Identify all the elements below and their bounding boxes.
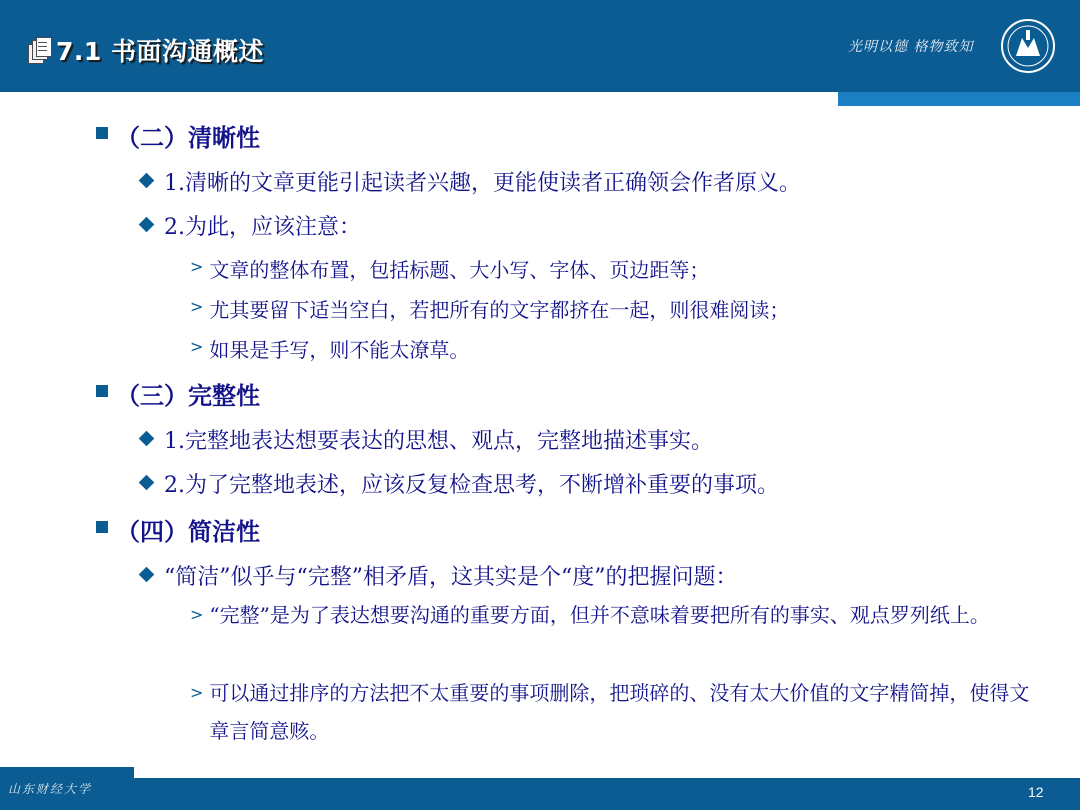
square-bullet-icon — [96, 385, 108, 397]
page-number: 12 — [1028, 784, 1044, 800]
list-item: 1.完整地表达想要表达的思想、观点，完整地描述事实。 — [138, 424, 713, 455]
sub-list-item: > 尤其要留下适当空白，若把所有的文字都挤在一起，则很难阅读； — [190, 297, 790, 322]
diamond-bullet-icon — [139, 475, 155, 491]
arrow-bullet-icon: > — [190, 297, 204, 316]
list-item: 1.清晰的文章更能引起读者兴趣，更能使读者正确领会作者原义。 — [138, 166, 801, 197]
arrow-bullet-icon: > — [190, 337, 204, 356]
footer-bar — [0, 778, 1080, 810]
list-item: “简洁”似乎与“完整”相矛盾，这其实是个“度”的把握问题： — [138, 560, 737, 591]
diamond-bullet-icon — [139, 173, 155, 189]
arrow-bullet-icon: > — [190, 605, 204, 624]
sub-list-item: > 可以通过排序的方法把不太重要的事项删除，把琐碎的、没有太大价值的文字精简掉，使得文章言简意赅。 — [190, 681, 1030, 743]
sub-list-item: > “完整”是为了表达想要沟通的重要方面，但并不意味着要把所有的事实、观点罗列纸上。 — [190, 603, 990, 627]
sub-list-item: > 文章的整体布置，包括标题、大小写、字体、页边距等； — [190, 257, 710, 282]
section-heading-conciseness: （四）简洁性 — [96, 512, 260, 547]
footer-school-name: 山东财经大学 — [8, 782, 93, 796]
sub-list-item: > 如果是手写，则不能太潦草。 — [190, 337, 470, 362]
arrow-bullet-icon: > — [190, 257, 204, 276]
list-item: 2.为此，应该注意： — [138, 210, 361, 241]
diamond-bullet-icon — [139, 567, 155, 583]
list-item: 2.为了完整地表述，应该反复检查思考，不断增补重要的事项。 — [138, 468, 779, 499]
section-heading-completeness: （三）完整性 — [96, 376, 260, 411]
square-bullet-icon — [96, 127, 108, 139]
section-heading-clarity: （二）清晰性 — [96, 118, 260, 153]
diamond-bullet-icon — [139, 431, 155, 447]
diamond-bullet-icon — [139, 217, 155, 233]
square-bullet-icon — [96, 521, 108, 533]
university-motto: 光明以德 格物致知 — [848, 39, 974, 55]
arrow-bullet-icon: > — [190, 683, 204, 702]
slide-title: 7.1 书面沟通概述 — [56, 37, 264, 66]
